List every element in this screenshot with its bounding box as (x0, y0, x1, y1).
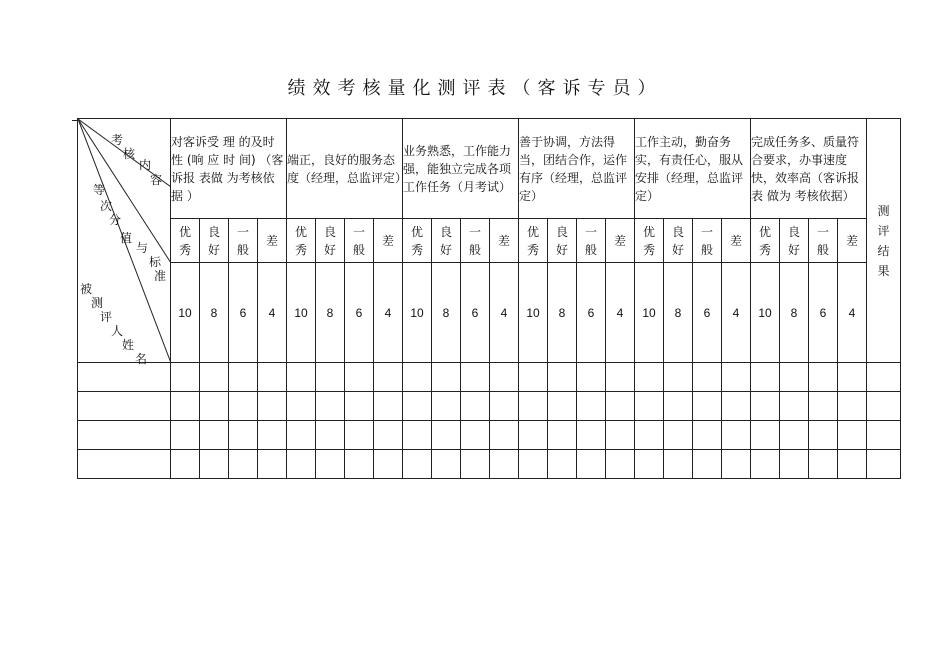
score-entry-cell[interactable] (171, 450, 200, 479)
grade-label-text: 良好 (207, 224, 220, 257)
score-entry-cell[interactable] (200, 363, 229, 392)
grade-label (316, 219, 345, 263)
criterion-header: 工作主动，勤奋务实，有责任心，服从安排（经理，总监评定） (635, 119, 751, 219)
grade-label-text: 差 (845, 233, 858, 248)
grade-label (780, 219, 809, 263)
score-value: 4 (374, 263, 403, 363)
score-value: 10 (635, 263, 664, 363)
score-entry-cell[interactable] (490, 450, 519, 479)
score-entry-cell[interactable] (838, 421, 867, 450)
score-entry-cell[interactable] (635, 392, 664, 421)
score-entry-cell[interactable] (693, 450, 722, 479)
corner-header-char: 内 (139, 158, 152, 172)
corner-header-char: 测 (91, 296, 104, 310)
score-entry-cell[interactable] (635, 363, 664, 392)
corner-header-char: 等 (93, 183, 106, 197)
score-entry-cell[interactable] (606, 392, 635, 421)
score-entry-cell[interactable] (519, 363, 548, 392)
grade-label (548, 219, 577, 263)
score-entry-cell[interactable] (635, 421, 664, 450)
score-entry-cell[interactable] (519, 450, 548, 479)
grade-label (461, 219, 490, 263)
score-value: 10 (171, 263, 200, 363)
score-entry-cell[interactable] (809, 363, 838, 392)
score-entry-cell[interactable] (403, 421, 432, 450)
grade-label-text: 一般 (816, 224, 829, 257)
grade-label-text: 一般 (236, 224, 249, 257)
score-entry-cell[interactable] (490, 392, 519, 421)
score-entry-cell[interactable] (606, 450, 635, 479)
score-entry-cell[interactable] (751, 392, 780, 421)
corner-header-char: 评 (100, 310, 113, 324)
score-entry-cell[interactable] (171, 421, 200, 450)
score-entry-cell[interactable] (258, 421, 287, 450)
score-entry-cell[interactable] (200, 392, 229, 421)
corner-header-char: 与 (136, 241, 149, 255)
grade-label-text: 差 (729, 233, 742, 248)
corner-header-char: 准 (154, 269, 167, 283)
score-entry-cell[interactable] (867, 450, 901, 479)
score-entry-cell[interactable] (635, 450, 664, 479)
score-entry-cell[interactable] (751, 421, 780, 450)
score-value: 8 (200, 263, 229, 363)
grade-row (78, 219, 901, 263)
grade-label (519, 219, 548, 263)
evaluatee-name-cell[interactable] (78, 392, 171, 421)
score-value: 6 (577, 263, 606, 363)
score-entry-cell[interactable] (722, 421, 751, 450)
grade-label-text: 良好 (671, 224, 684, 257)
score-entry-cell[interactable] (548, 392, 577, 421)
score-entry-cell[interactable] (664, 392, 693, 421)
grade-label (751, 219, 780, 263)
result-header-char: 评 (877, 223, 890, 238)
score-value: 10 (751, 263, 780, 363)
grade-label (490, 219, 519, 263)
score-entry-cell[interactable] (432, 450, 461, 479)
criterion-header: 善于协调，方法得当，团结合作，运作有序（经理，总监评定） (519, 119, 635, 219)
grade-label-text: 优秀 (526, 224, 539, 257)
score-entry-cell[interactable] (403, 392, 432, 421)
score-value: 4 (722, 263, 751, 363)
corner-header-char: 容 (150, 173, 163, 187)
grade-label (229, 219, 258, 263)
score-value: 8 (432, 263, 461, 363)
grade-label (809, 219, 838, 263)
criterion-header: 端正，良好的服务态度（经理，总监评定） (287, 119, 403, 219)
score-entry-cell[interactable] (374, 421, 403, 450)
score-entry-cell[interactable] (751, 450, 780, 479)
score-entry-cell[interactable] (258, 392, 287, 421)
corner-header-char: 次 (100, 199, 113, 213)
score-entry-cell[interactable] (316, 363, 345, 392)
score-entry-cell[interactable] (432, 363, 461, 392)
score-entry-cell[interactable] (229, 363, 258, 392)
score-entry-cell[interactable] (722, 363, 751, 392)
score-entry-cell[interactable] (577, 450, 606, 479)
score-entry-cell[interactable] (374, 392, 403, 421)
grade-label (374, 219, 403, 263)
score-value: 6 (809, 263, 838, 363)
score-entry-cell[interactable] (664, 450, 693, 479)
score-value: 6 (229, 263, 258, 363)
score-entry-cell[interactable] (200, 450, 229, 479)
criterion-header: 业务熟悉，工作能力强，能独立完成各项工作任务（月考试） (403, 119, 519, 219)
score-entry-cell[interactable] (867, 421, 901, 450)
score-entry-cell[interactable] (577, 392, 606, 421)
table-row (78, 363, 901, 392)
score-entry-cell[interactable] (432, 392, 461, 421)
score-entry-cell[interactable] (838, 450, 867, 479)
table-row (78, 392, 901, 421)
score-entry-cell[interactable] (403, 363, 432, 392)
score-entry-cell[interactable] (171, 392, 200, 421)
grade-label (577, 219, 606, 263)
score-value: 8 (316, 263, 345, 363)
result-header-char: 测 (877, 203, 890, 218)
score-entry-cell[interactable] (461, 450, 490, 479)
score-entry-cell[interactable] (316, 392, 345, 421)
corner-header-char: 人 (111, 324, 124, 338)
score-entry-cell[interactable] (780, 450, 809, 479)
score-entry-cell[interactable] (258, 363, 287, 392)
grade-label (606, 219, 635, 263)
grade-label (345, 219, 374, 263)
corner-header-char: 姓 (122, 338, 135, 352)
score-entry-cell[interactable] (838, 363, 867, 392)
score-value: 8 (548, 263, 577, 363)
score-entry-cell[interactable] (345, 392, 374, 421)
score-value: 10 (403, 263, 432, 363)
score-value: 4 (490, 263, 519, 363)
score-entry-cell[interactable] (780, 392, 809, 421)
score-row (78, 263, 901, 363)
score-entry-cell[interactable] (867, 392, 901, 421)
criteria-row (78, 119, 901, 219)
grade-label (838, 219, 867, 263)
result-header-char: 结 (877, 243, 890, 258)
grade-label-text: 一般 (352, 224, 365, 257)
table-row (78, 421, 901, 450)
score-entry-cell[interactable] (403, 450, 432, 479)
grade-label (287, 219, 316, 263)
score-value: 6 (461, 263, 490, 363)
grade-label-text: 一般 (584, 224, 597, 257)
score-entry-cell[interactable] (287, 450, 316, 479)
score-entry-cell[interactable] (287, 392, 316, 421)
score-value: 6 (693, 263, 722, 363)
score-value: 8 (780, 263, 809, 363)
score-entry-cell[interactable] (606, 421, 635, 450)
score-entry-cell[interactable] (664, 363, 693, 392)
score-entry-cell[interactable] (287, 421, 316, 450)
grade-label-text: 差 (265, 233, 278, 248)
score-entry-cell[interactable] (722, 392, 751, 421)
header-corner-cell (78, 119, 171, 366)
grade-label (200, 219, 229, 263)
grade-label-text: 良好 (323, 224, 336, 257)
grade-label-text: 优秀 (758, 224, 771, 257)
score-entry-cell[interactable] (374, 363, 403, 392)
score-entry-cell[interactable] (693, 421, 722, 450)
score-entry-cell[interactable] (780, 363, 809, 392)
score-entry-cell[interactable] (722, 450, 751, 479)
score-entry-cell[interactable] (287, 363, 316, 392)
score-entry-cell[interactable] (519, 392, 548, 421)
score-entry-cell[interactable] (345, 363, 374, 392)
score-entry-cell[interactable] (461, 421, 490, 450)
corner-header-char: 被 (80, 282, 93, 296)
evaluatee-name-cell[interactable] (78, 450, 171, 479)
score-entry-cell[interactable] (780, 421, 809, 450)
criterion-header: 完成任务多、质量符合要求，办事速度快，效率高（客诉报表 做为 考核依据） (751, 119, 867, 219)
score-entry-cell[interactable] (374, 450, 403, 479)
score-entry-cell[interactable] (867, 363, 901, 392)
score-entry-cell[interactable] (200, 421, 229, 450)
score-entry-cell[interactable] (548, 363, 577, 392)
score-entry-cell[interactable] (490, 421, 519, 450)
score-entry-cell[interactable] (229, 421, 258, 450)
score-entry-cell[interactable] (519, 421, 548, 450)
table-row (78, 450, 901, 479)
score-entry-cell[interactable] (809, 421, 838, 450)
score-entry-cell[interactable] (577, 363, 606, 392)
score-value: 6 (345, 263, 374, 363)
score-entry-cell[interactable] (345, 421, 374, 450)
evaluation-table (77, 118, 901, 479)
score-entry-cell[interactable] (577, 421, 606, 450)
grade-label (664, 219, 693, 263)
score-entry-cell[interactable] (693, 392, 722, 421)
grade-label (403, 219, 432, 263)
grade-label (432, 219, 461, 263)
grade-label (722, 219, 751, 263)
score-value: 8 (664, 263, 693, 363)
grade-label-text: 一般 (468, 224, 481, 257)
corner-header-char: 考 (111, 133, 124, 147)
corner-header-char: 名 (135, 352, 148, 366)
score-entry-cell[interactable] (693, 363, 722, 392)
grade-label-text: 良好 (555, 224, 568, 257)
score-entry-cell[interactable] (171, 363, 200, 392)
grade-label (693, 219, 722, 263)
corner-header-char: 值 (120, 231, 133, 245)
grade-label-text: 差 (497, 233, 510, 248)
corner-header-char: 核 (123, 147, 136, 161)
score-entry-cell[interactable] (490, 363, 519, 392)
score-entry-cell[interactable] (838, 392, 867, 421)
page-title: 绩效考核量化测评表（客诉专员） (287, 78, 663, 99)
score-entry-cell[interactable] (316, 450, 345, 479)
grade-label (635, 219, 664, 263)
score-entry-cell[interactable] (461, 363, 490, 392)
grade-label-text: 差 (381, 233, 394, 248)
grade-label-text: 良好 (787, 224, 800, 257)
score-entry-cell[interactable] (548, 421, 577, 450)
score-entry-cell[interactable] (548, 450, 577, 479)
criterion-header: 对客诉受 理 的及时性 (响 应 时 间) （客 诉报 表做 为考核依据 ） (171, 119, 287, 219)
score-value: 10 (287, 263, 316, 363)
score-entry-cell[interactable] (316, 421, 345, 450)
score-entry-cell[interactable] (461, 392, 490, 421)
score-entry-cell[interactable] (809, 450, 838, 479)
score-value: 4 (606, 263, 635, 363)
result-header (867, 119, 901, 363)
score-entry-cell[interactable] (606, 363, 635, 392)
score-entry-cell[interactable] (432, 421, 461, 450)
score-value: 4 (258, 263, 287, 363)
grade-label-text: 一般 (700, 224, 713, 257)
score-entry-cell[interactable] (751, 363, 780, 392)
corner-header-char: 标 (149, 255, 162, 269)
evaluatee-name-cell[interactable] (78, 363, 171, 392)
grade-label-text: 良好 (439, 224, 452, 257)
score-entry-cell[interactable] (229, 392, 258, 421)
score-entry-cell[interactable] (664, 421, 693, 450)
grade-label-text: 优秀 (294, 224, 307, 257)
result-header-char: 果 (877, 263, 890, 278)
grade-label-text: 优秀 (178, 224, 191, 257)
score-entry-cell[interactable] (229, 450, 258, 479)
score-entry-cell[interactable] (258, 450, 287, 479)
grade-label-text: 优秀 (410, 224, 423, 257)
grade-label (258, 219, 287, 263)
corner-header-char: 分 (109, 213, 122, 227)
grade-label (171, 219, 200, 263)
score-entry-cell[interactable] (809, 392, 838, 421)
score-value: 10 (519, 263, 548, 363)
grade-label-text: 优秀 (642, 224, 655, 257)
grade-label-text: 差 (613, 233, 626, 248)
score-value: 4 (838, 263, 867, 363)
score-entry-cell[interactable] (345, 450, 374, 479)
evaluatee-name-cell[interactable] (78, 421, 171, 450)
